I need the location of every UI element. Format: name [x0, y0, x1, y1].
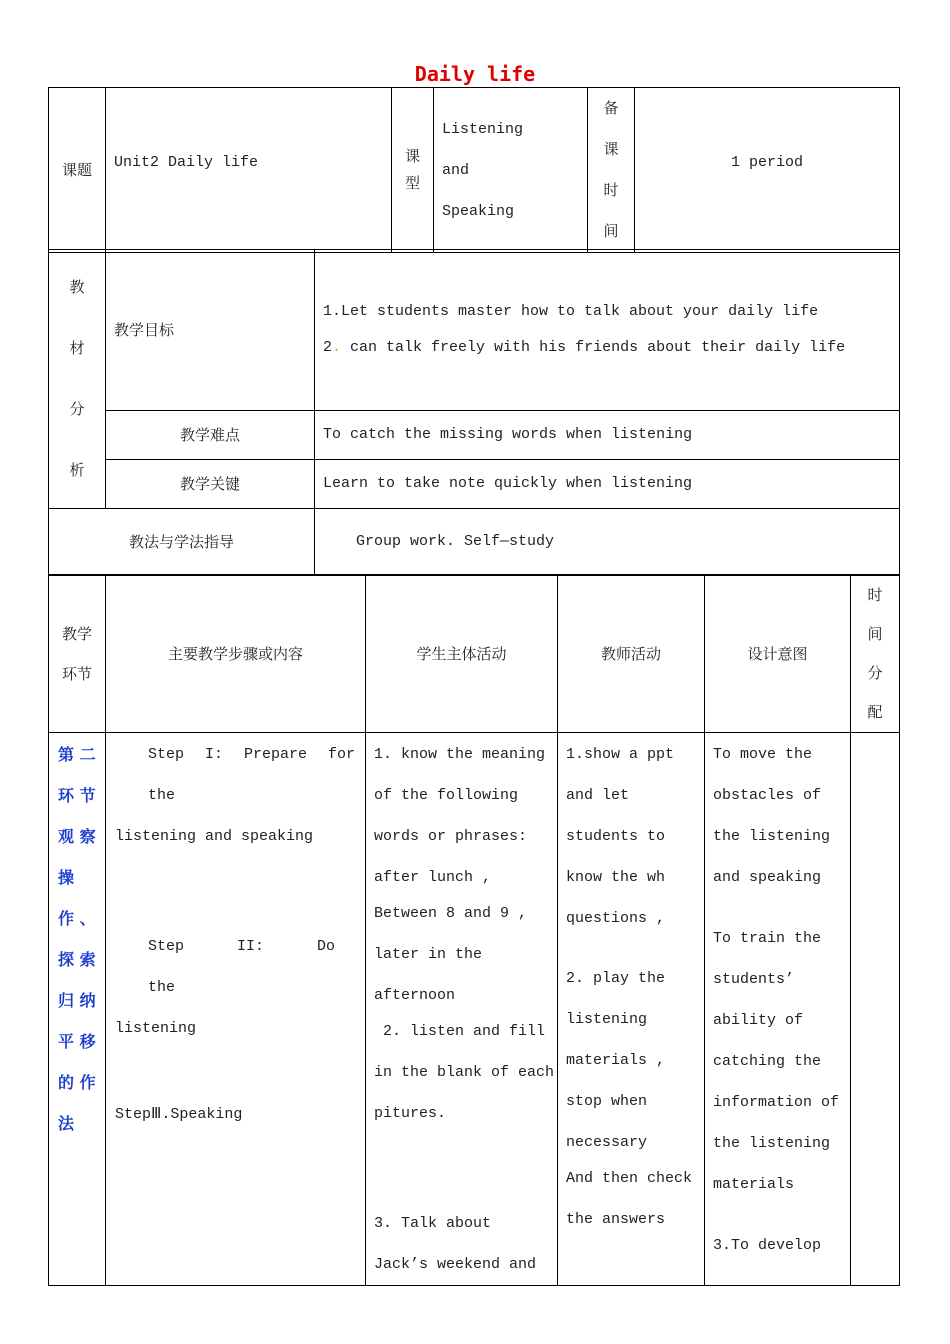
col-time: 时 间 分 配 [851, 576, 900, 733]
student-line: Jack’s weekend and [374, 1256, 537, 1273]
prep-time-value: 1 period [635, 88, 900, 253]
stage-cell: 第 二 环 节 观 察 操 作 、 探 索 归 纳 平 移 的 作 法 [49, 733, 106, 1286]
teacher-line: necessary [566, 1134, 648, 1151]
student-line: pitures. [374, 1105, 447, 1122]
step2-title-cont: listening [115, 1020, 197, 1037]
col-steps: 主要教学步骤或内容 [106, 576, 366, 733]
method-label: 教法与学法指导 [49, 509, 315, 575]
teacher-line: questions , [566, 910, 666, 927]
time-cell [851, 733, 900, 1286]
intent-line: To move the [713, 746, 813, 763]
goal-value: 1.Let students master how to talk about your daily life 2. can talk freely with his friends about their daily life [315, 250, 900, 411]
col-stage: 教学 环节 [49, 576, 106, 733]
student-line: Between 8 and 9 , [374, 905, 528, 922]
key-value: Learn to take note quickly when listening [315, 460, 900, 509]
intent-line: materials [713, 1176, 795, 1193]
col-student: 学生主体活动 [366, 576, 558, 733]
teacher-line: materials , [566, 1052, 666, 1069]
col-teacher: 教师活动 [558, 576, 705, 733]
student-activity-cell [366, 733, 558, 1286]
teacher-line: students to [566, 828, 666, 845]
analysis-section-label: 教 材 分 析 [49, 250, 106, 509]
goal-label: 教学目标 [106, 250, 315, 411]
step1-title-cont: listening and speaking [115, 828, 314, 845]
steps-cell [106, 733, 366, 1286]
intent-line: information of [713, 1094, 840, 1111]
intent-line: and speaking [713, 869, 822, 886]
intent-line: ability of [713, 1012, 804, 1029]
type-value: Listening and Speaking [434, 88, 588, 253]
method-value: Group work. Self—study [315, 509, 900, 575]
intent-line: catching the [713, 1053, 822, 1070]
intent-line: the listening [713, 828, 831, 845]
student-line: 1. know the meaning [374, 746, 546, 763]
header-table [48, 87, 900, 253]
type-label: 课 型 [392, 88, 434, 253]
teacher-activity-cell [558, 733, 705, 1286]
intent-line: the listening [713, 1135, 831, 1152]
intent-line: 3.To develop [713, 1237, 822, 1254]
document-title: Daily life [414, 62, 536, 86]
difficulty-value: To catch the missing words when listening [315, 411, 900, 460]
student-line: in the blank of each [374, 1064, 555, 1081]
teacher-line: 2. play the [566, 970, 666, 987]
intent-line: obstacles of [713, 787, 822, 804]
prep-time-label: 备 课 时 间 [588, 88, 635, 253]
intent-line: To train the [713, 930, 822, 947]
difficulty-label: 教学难点 [106, 411, 315, 460]
student-line: 3. Talk about [374, 1215, 492, 1232]
process-table [48, 575, 900, 1286]
student-line: afternoon [374, 987, 456, 1004]
teacher-line: know the wh [566, 869, 666, 886]
step1-title: Step I: Prepare for the [148, 746, 356, 804]
teacher-line: listening [566, 1011, 648, 1028]
col-intent: 设计意图 [705, 576, 851, 733]
student-line: of the following [374, 787, 519, 804]
student-line: after lunch , [374, 869, 492, 886]
student-line: later in the [374, 946, 483, 963]
student-line: words or phrases: [374, 828, 528, 845]
teacher-line: 1.show a ppt [566, 746, 675, 763]
student-line: 2. listen and fill [374, 1023, 546, 1040]
teacher-line: and let [566, 787, 630, 804]
teacher-line: And then check [566, 1170, 693, 1187]
intent-line: students’ [713, 971, 795, 988]
topic-value: Unit2 Daily life [106, 88, 392, 253]
design-intent-cell [705, 733, 851, 1286]
key-label: 教学关键 [106, 460, 315, 509]
topic-label: 课题 [49, 88, 106, 253]
teacher-line: the answers [566, 1211, 666, 1228]
step2-title: Step II: Do the [148, 938, 336, 996]
step3-title: StepⅢ.Speaking [115, 1106, 243, 1123]
analysis-table [48, 249, 900, 575]
teacher-line: stop when [566, 1093, 648, 1110]
